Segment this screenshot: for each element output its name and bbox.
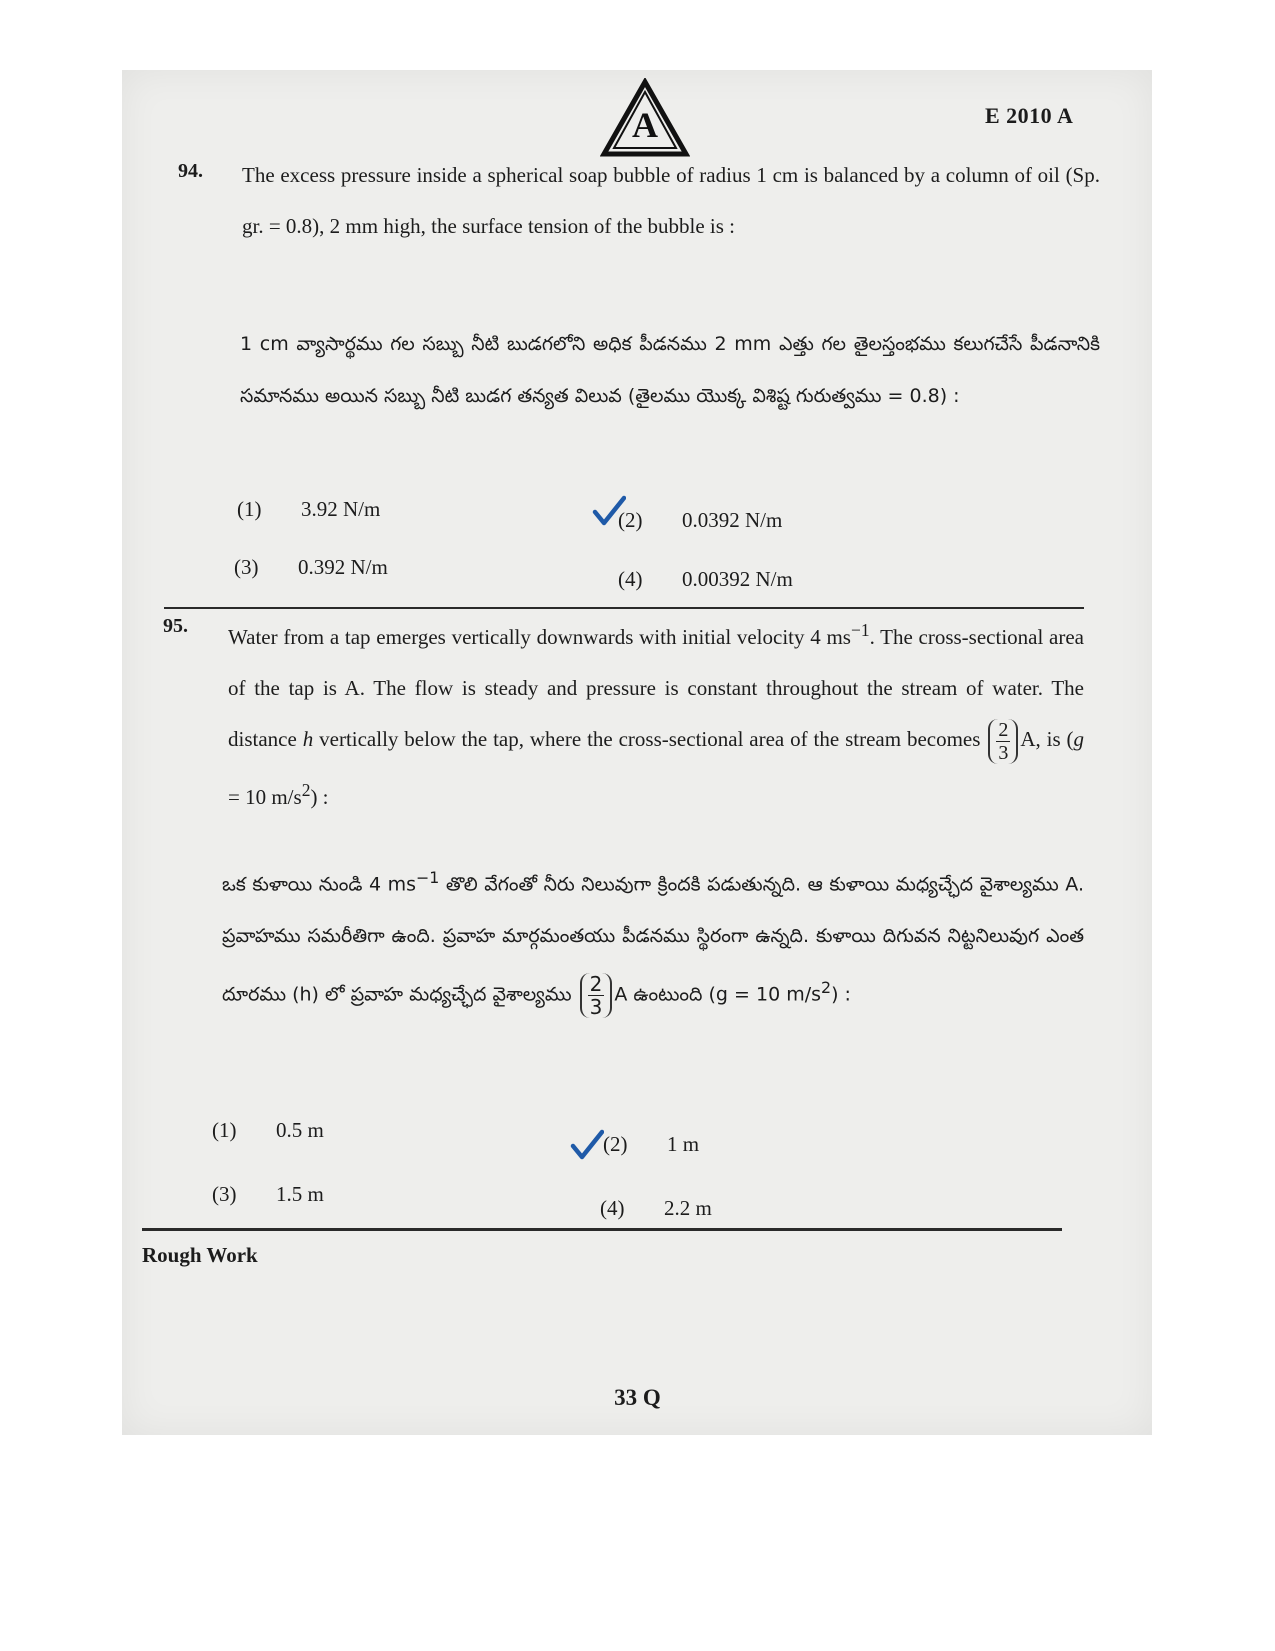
question-number: 94. — [178, 160, 203, 182]
question-text-telugu: ఒక కుళాయి నుండి 4 $ms^{-1}$ తొలి వేగంతో నీరు నిలువుగా క్రిందకి పడుతున్నది. ఆ కుళాయి మధ్యచ్ఛేద వైశాల్యము A. ప్రవాహము సమరీతిగా ఉంది. ప్రవాహ మార్గమంతయు పీడనము స్థిరంగా ఉన్నది. కుళాయి దిగువన నిట్టనిలువుగ ఎంత దూరము (h) లో ప్రవాహ మధ్యచ్ఛేద వైశాల్యము $\frac{2}{3}$ A ఉంటుంది (g = 10 $m/s^2$) : — [222, 868, 1084, 1019]
fraction: $\frac{2}{3}$ — [580, 973, 613, 1018]
option-number: (2) — [603, 1132, 628, 1156]
option-2[interactable] — [618, 508, 782, 533]
option-number: (4) — [600, 1196, 625, 1220]
option-1[interactable] — [212, 1118, 324, 1143]
option-text: 0.00392 N/m — [682, 567, 793, 591]
option-text: 0.0392 N/m — [682, 508, 783, 532]
question-text-english: The excess pressure inside a spherical soap bubble of radius 1 cm is balanced by a column of oil (Sp. gr. = 0.8), 2 mm high, the surface tension of the bubble is : — [242, 163, 1100, 238]
rough-work-label: Rough Work — [142, 1243, 258, 1267]
option-text: 0.5 m — [276, 1118, 324, 1142]
option-text: 3.92 N/m — [301, 497, 381, 521]
option-text: 1 m — [667, 1132, 700, 1156]
option-3[interactable] — [234, 555, 388, 580]
option-3[interactable] — [212, 1182, 324, 1207]
option-text: 1.5 m — [276, 1182, 324, 1206]
option-text: 2.2 m — [664, 1196, 712, 1220]
option-number: (4) — [618, 567, 643, 591]
fraction: $\frac{2}{3}$ — [988, 719, 1018, 764]
rough-work-divider — [142, 1228, 1062, 1231]
option-number: (1) — [237, 497, 262, 521]
option-number: (2) — [618, 508, 643, 532]
option-4[interactable] — [600, 1196, 712, 1221]
page-number: 33 Q — [614, 1385, 661, 1410]
option-text: 0.392 N/m — [298, 555, 388, 579]
option-1[interactable] — [237, 497, 380, 522]
option-number: (3) — [234, 555, 259, 579]
series-letter: A — [632, 105, 658, 145]
paper-code: E 2010 A — [985, 103, 1074, 128]
question-text-telugu: 1 cm వ్యాసార్థము గల సబ్బు నీటి బుడగలోని అధిక పీడనము 2 mm ఎత్తు గల తైలస్తంభము కలుగచేసే పీడనానికి సమానము అయిన సబ్బు నీటి బుడగ తన్యత విలువ (తైలము యొక్క విశిష్ట గురుత్వము = 0.8) : — [240, 333, 1100, 407]
option-2[interactable] — [603, 1132, 699, 1157]
option-number: (3) — [212, 1182, 237, 1206]
option-number: (1) — [212, 1118, 237, 1142]
question-text-english: Water from a tap emerges vertically downwards with initial velocity 4 $ms^{-1}$. The cross-sectional area of the tap is A. The flow is steady and pressure is constant throughout the stream of water. The distance h vertically below the tap, where the cross-sectional area of the stream becomes $\frac{2}{3}$ A, is (g = 10 $m/s^2$) : — [228, 620, 1085, 809]
checkmark-icon — [570, 1128, 604, 1162]
question-number: 95. — [163, 615, 188, 637]
option-4[interactable] — [618, 567, 793, 592]
